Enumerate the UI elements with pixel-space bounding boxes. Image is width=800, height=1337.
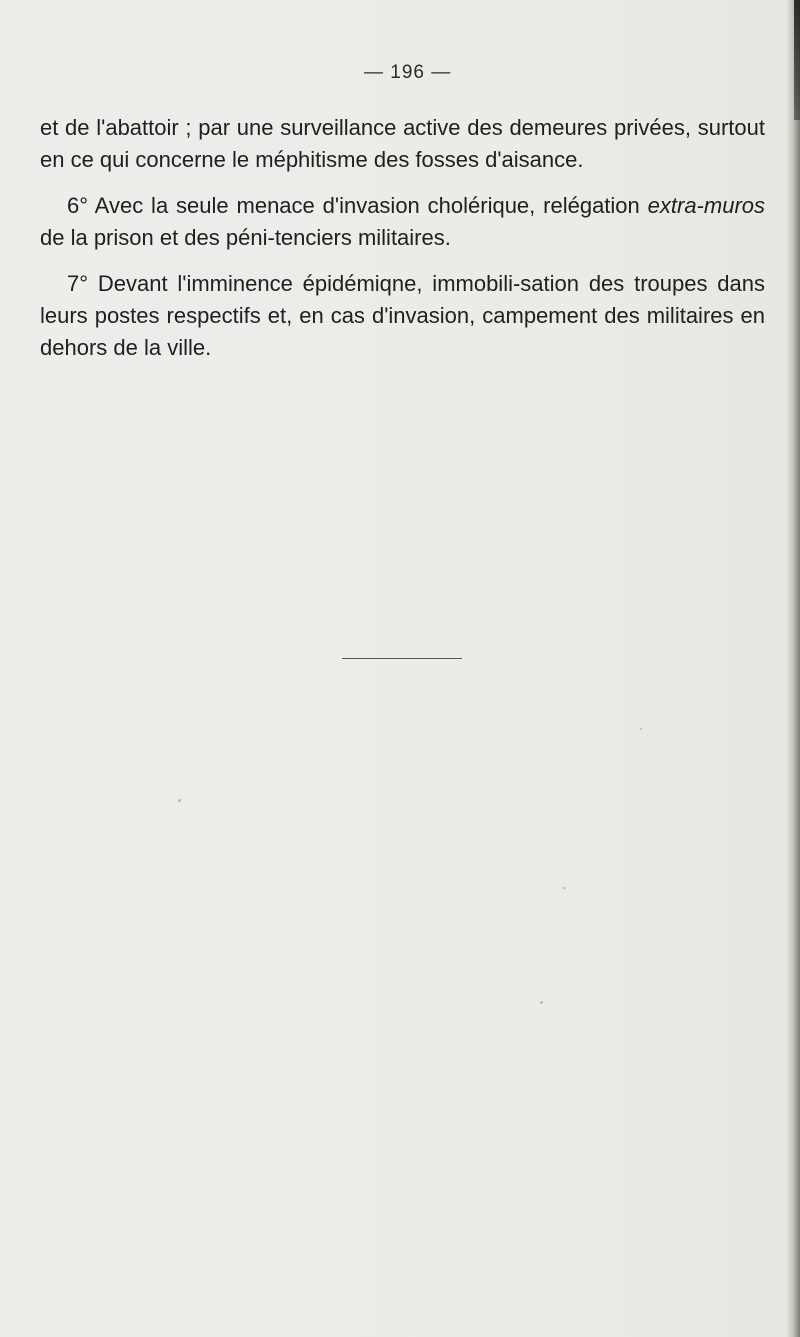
paper-speck [540,1001,543,1004]
paper-speck [640,728,642,730]
page-edge-shadow [786,0,800,1337]
paragraph-2-before: 6° Avec la seule menace d'invasion cholérique, relégation [67,193,648,218]
paragraph-2-after: de la prison et des péni-tenciers militaires. [40,225,451,250]
paragraph-2-italic: extra-muros [647,193,765,218]
paragraph-3-text: 7° Devant l'imminence épidémiqne, immobili-sation des troupes dans leurs postes respectifs et, en cas d'invasion, campement des militaires en dehors de la ville. [40,271,765,360]
page-number: — 196 — [364,62,452,83]
page-text [40,112,765,378]
paragraph-1 [40,112,765,176]
paper-speck [178,799,181,802]
paragraph-3 [40,268,765,364]
page-edge-dark [794,0,800,120]
paragraph-1-text: et de l'abattoir ; par une surveillance active des demeures privées, surtout en ce qui concerne le méphitisme des fosses d'aisance. [40,115,765,172]
paper-speck [563,887,566,889]
paragraph-2 [40,190,765,254]
section-divider [342,658,462,659]
